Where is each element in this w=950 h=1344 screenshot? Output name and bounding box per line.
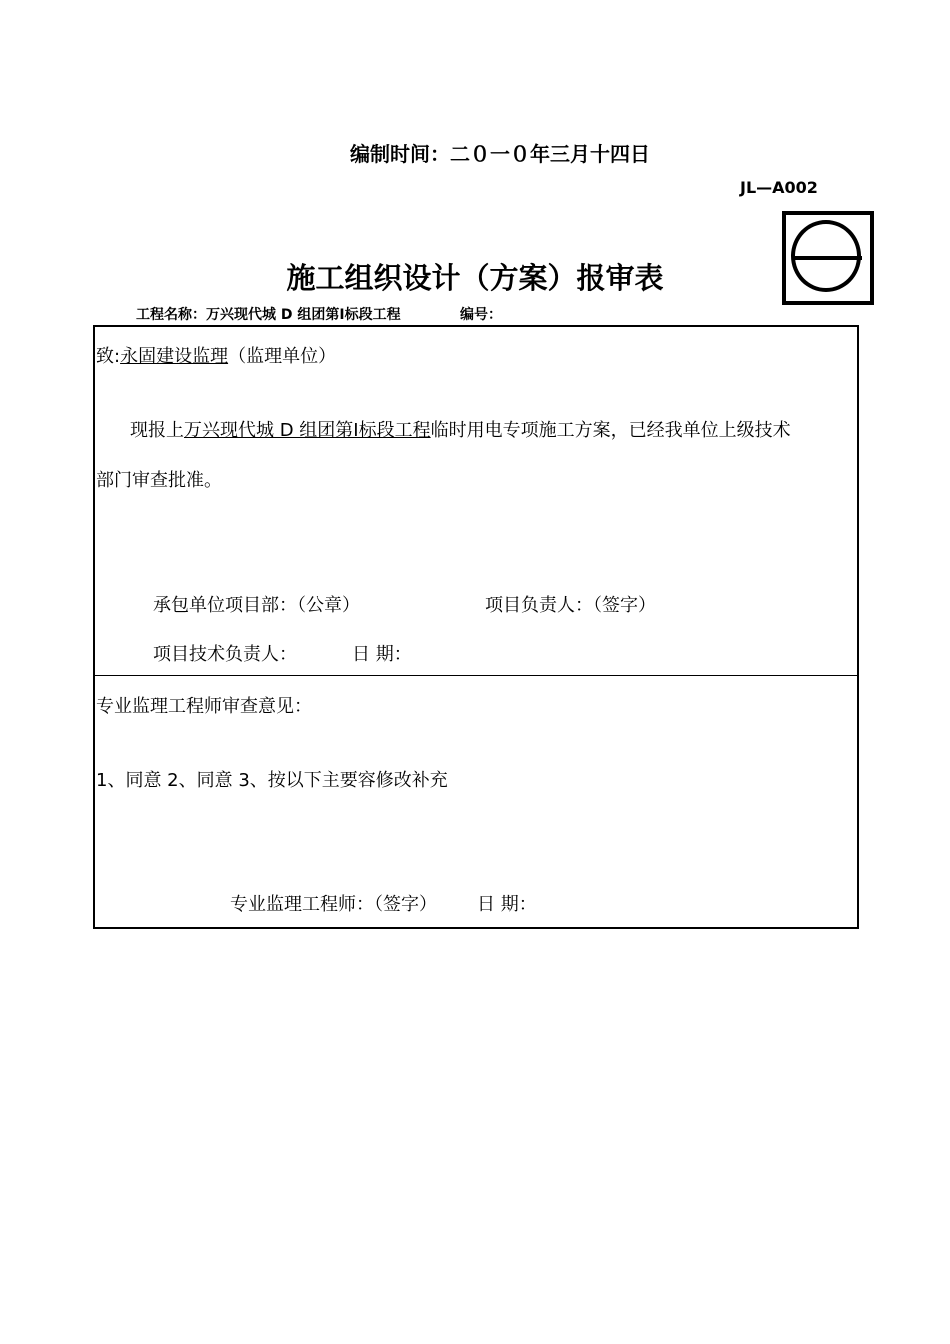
project-name: 万兴现代城 D 组团第Ⅰ标段工程	[206, 307, 401, 323]
form-code: JL—A002	[740, 178, 818, 197]
supervisor-name: 永固建设监理	[120, 346, 229, 367]
review-options: 1、同意 2、同意 3、按以下主要容修改补充	[96, 770, 448, 791]
contractor-dept: 承包单位项目部：（公章）	[153, 595, 360, 616]
project-manager: 项目负责人：（签字）	[485, 595, 656, 616]
review-date: 日 期：	[477, 894, 537, 915]
compile-time: 编制时间：二０一０年三月十四日	[350, 142, 650, 166]
body-rest: 临时用电专项施工方案，已经我单位上级技术	[430, 420, 791, 441]
submission-body-line2: 部门审查批准。	[96, 470, 222, 491]
supervisor-suffix: （监理单位）	[228, 346, 337, 367]
review-heading: 专业监理工程师审查意见：	[96, 696, 312, 717]
addressee-line	[96, 342, 336, 368]
body-prefix: 现报上	[130, 420, 184, 441]
submission-date: 日 期：	[352, 644, 412, 665]
submission-body-line1	[130, 416, 791, 442]
project-label: 工程名称：	[136, 307, 206, 323]
tech-manager: 项目技术负责人：	[153, 644, 297, 665]
form-title: 施工组织设计（方案）报审表	[286, 261, 664, 295]
body-project: 万兴现代城 D 组团第Ⅰ标段工程	[184, 420, 431, 441]
number-label: 编号：	[460, 307, 502, 323]
engineer-sign: 专业监理工程师：（签字）	[230, 894, 437, 915]
to-prefix: 致:	[96, 346, 121, 367]
section-divider	[93, 675, 857, 676]
project-name-line	[136, 304, 401, 324]
